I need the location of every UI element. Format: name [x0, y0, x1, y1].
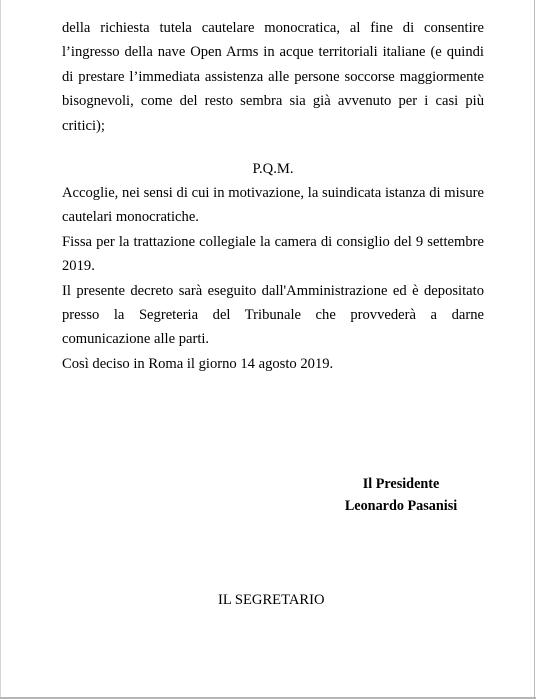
text-line: comunicazione alle parti. [62, 331, 210, 348]
pqm-heading: P.Q.M. [252, 161, 294, 177]
clerk-label: IL SEGRETARIO [218, 592, 325, 608]
text-line: Accoglie, nei sensi di cui in motivazione, la suindicata istanza di misure [62, 185, 484, 201]
paragraph-decision [62, 181, 484, 376]
signature-role: Il Presidente [362, 476, 440, 492]
paragraph-motivation [62, 16, 484, 138]
text-line: cautelari monocratiche. [62, 209, 199, 226]
text-line: 2019. [62, 258, 95, 275]
text-line: presso la Segreteria del Tribunale che provvederà a darne [62, 307, 484, 324]
text-line: bisognevoli, come del resto sembra sia già avvenuto per i casi più [62, 93, 484, 110]
text-line: Fissa per la trattazione collegiale la camera di consiglio del 9 settembre [62, 233, 484, 250]
text-line: Così deciso in Roma il giorno 14 agosto 2019. [62, 355, 334, 372]
text-line: Il presente decreto sarà eseguito dall'Amministrazione ed è depositato [62, 282, 484, 299]
text-line: di prestare l’immediata assistenza alle persone soccorse maggiormente [62, 68, 484, 85]
text-line: critici); [62, 117, 105, 134]
text-line: l’ingresso della nave Open Arms in acque territoriali italiane (e quindi [62, 44, 484, 61]
text-line: della richiesta tutela cautelare monocratica, al fine di consentire [62, 20, 484, 36]
signature-block [331, 473, 471, 517]
signature-name: Leonardo Pasanisi [344, 498, 458, 514]
